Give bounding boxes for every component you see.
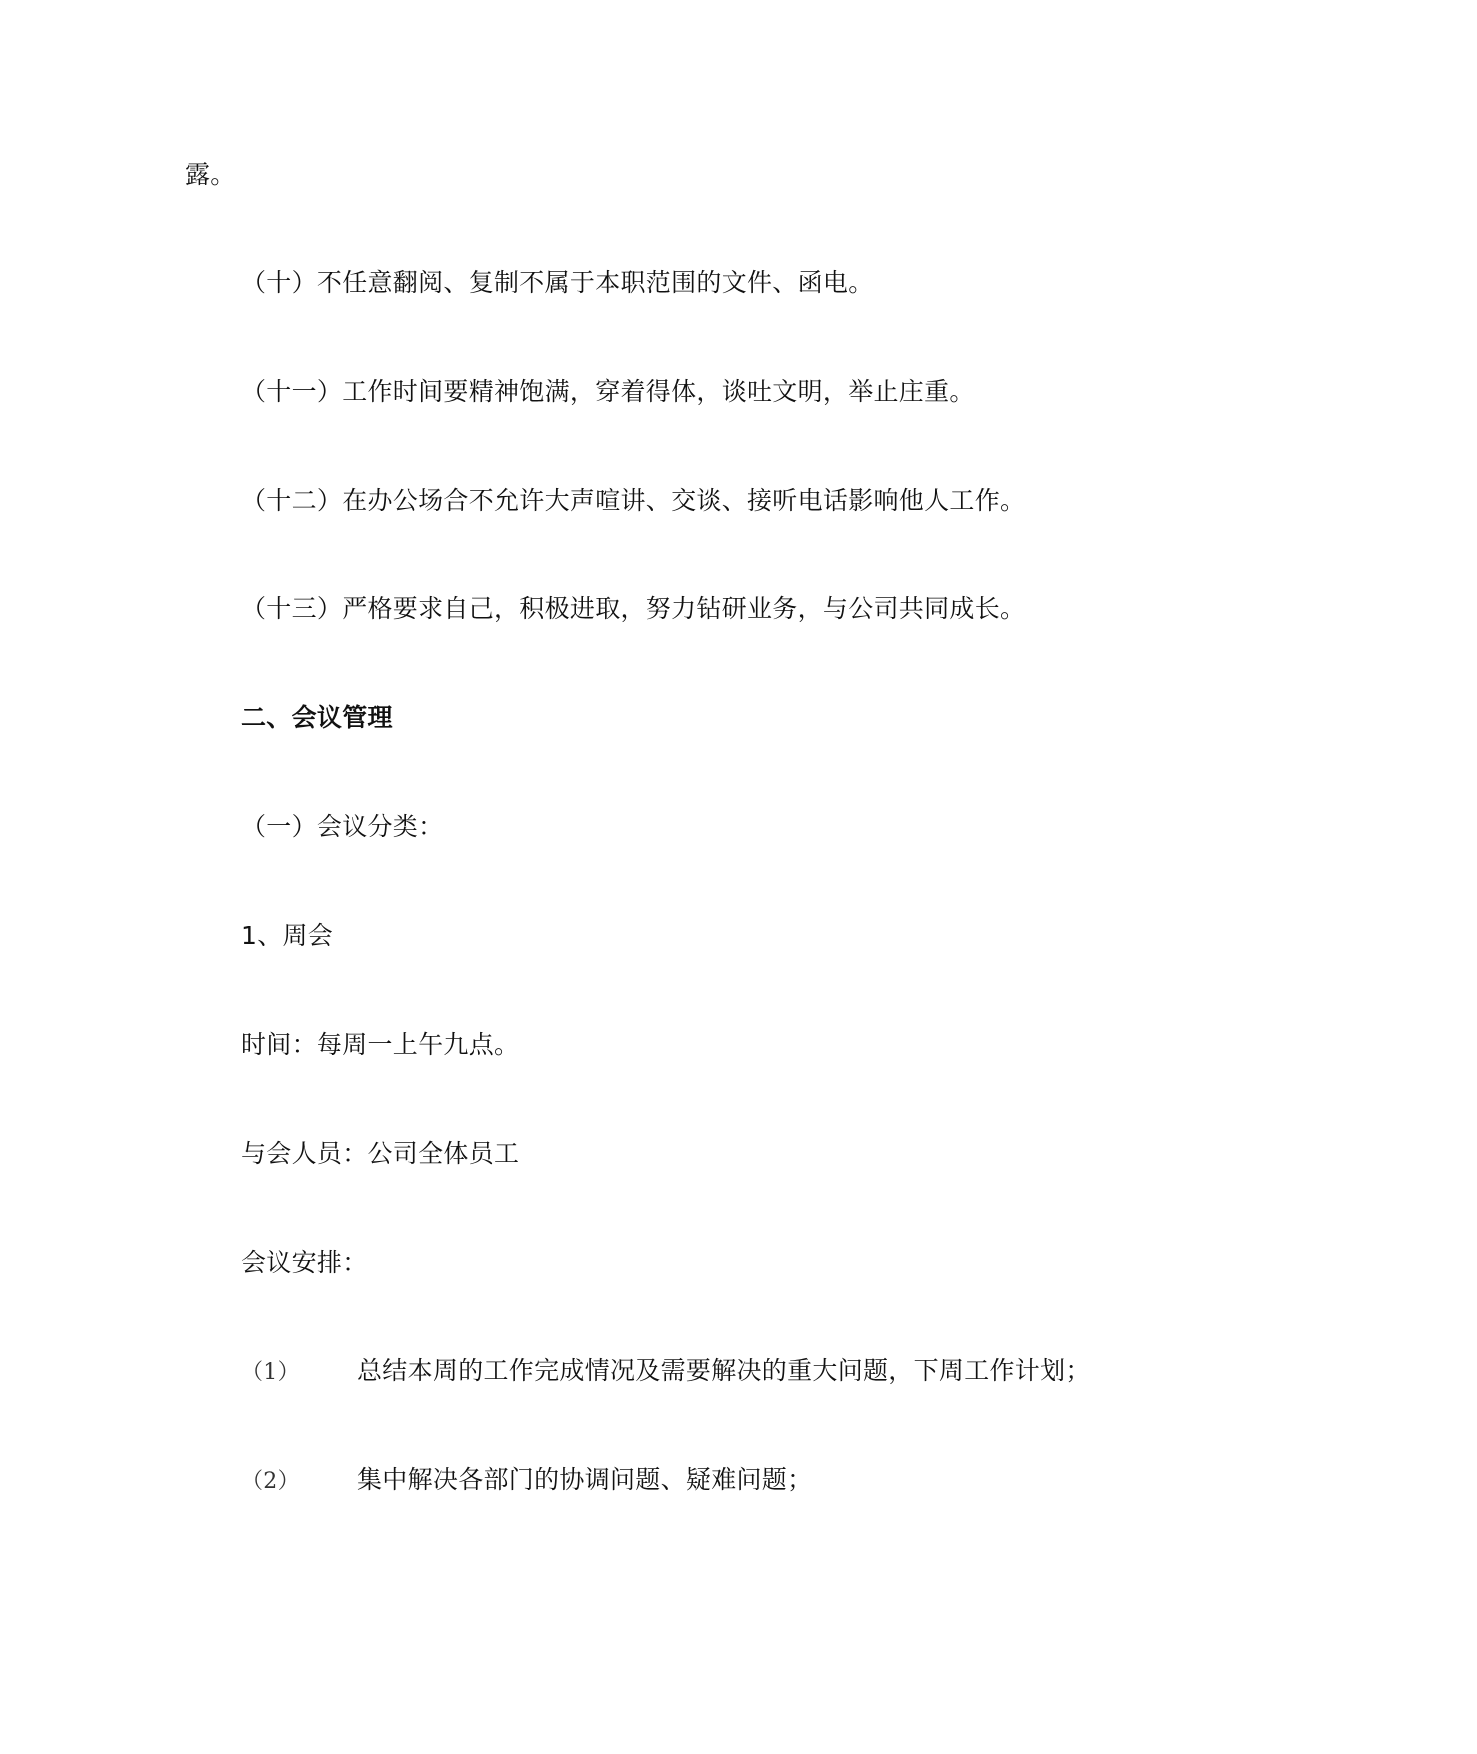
list-item-number: （1） [241,1360,300,1385]
list-item-number: （2） [241,1469,300,1494]
meeting-type-weekly: 1、周会 [241,921,334,950]
list-item-text: 集中解决各部门的协调问题、疑难问题； [357,1465,813,1494]
list-item-text: 总结本周的工作完成情况及需要解决的重大问题，下周工作计划； [357,1356,1091,1385]
section-heading: 二、会议管理 [241,703,393,732]
subsection-heading: （一）会议分类： [241,812,444,841]
rule-item-13: （十三）严格要求自己，积极进取，努力钻研业务，与公司共同成长。 [241,594,1026,623]
meeting-arrangement: 会议安排： [241,1248,368,1277]
meeting-time: 时间：每周一上午九点。 [241,1030,520,1059]
rule-item-11: （十一）工作时间要精神饱满，穿着得体，谈吐文明，举止庄重。 [241,377,975,406]
rule-item-12: （十二）在办公场合不允许大声喧讲、交谈、接听电话影响他人工作。 [241,486,1026,515]
list-item [241,1463,812,1499]
meeting-attendees: 与会人员：公司全体员工 [241,1139,520,1168]
text-line-continuation: 露。 [185,160,236,189]
rule-item-10: （十）不任意翻阅、复制不属于本职范围的文件、函电。 [241,268,874,297]
list-item [241,1354,1091,1390]
